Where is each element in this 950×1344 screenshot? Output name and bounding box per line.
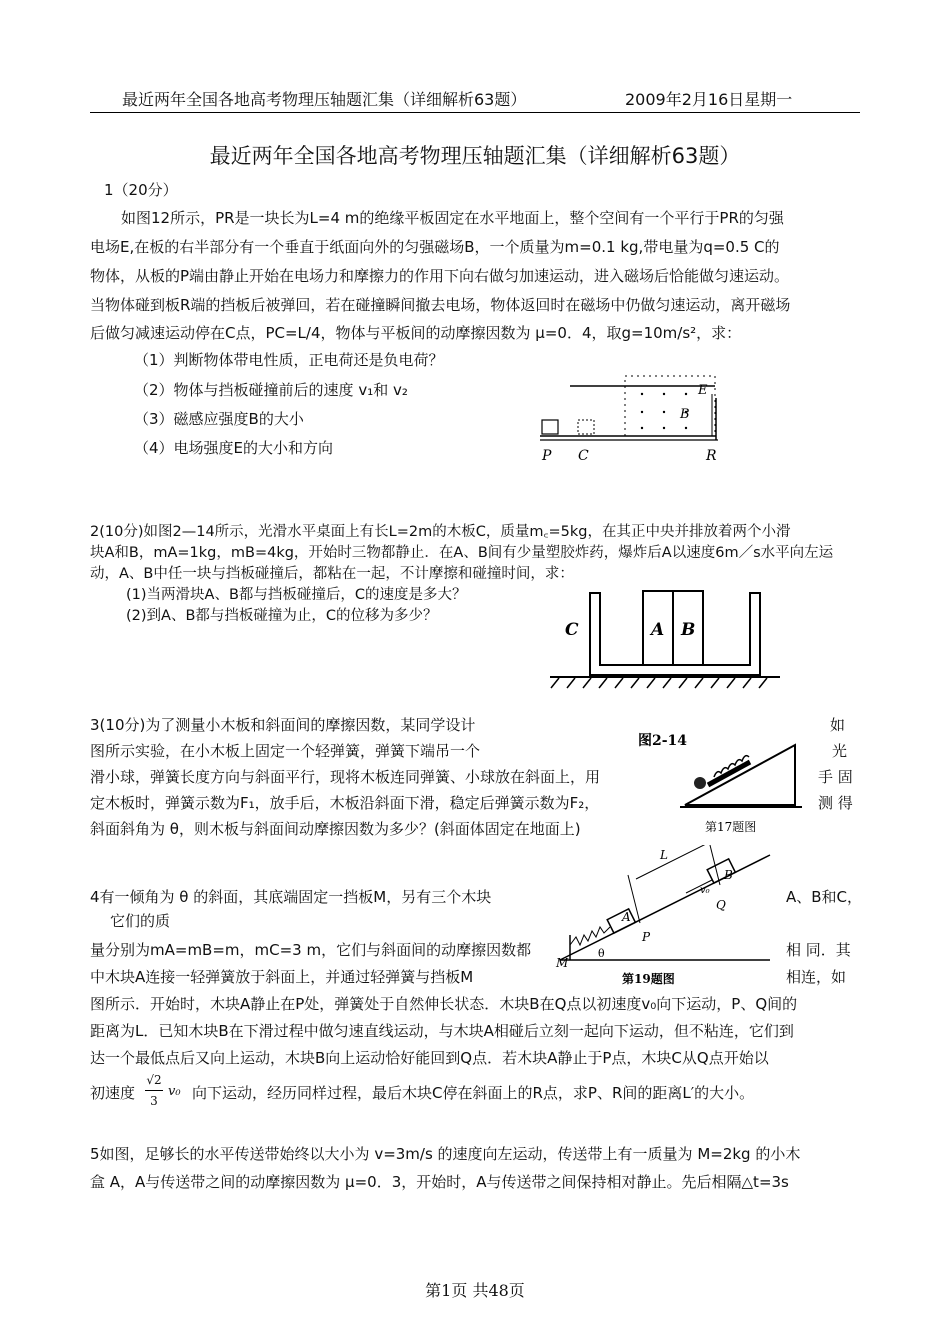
q3-line-right: 光 bbox=[832, 742, 848, 760]
q2-label-b: B bbox=[681, 620, 696, 640]
q2-label-a: A bbox=[651, 620, 665, 640]
q3-line-right: 如 bbox=[830, 716, 846, 734]
q4-label-b: B bbox=[724, 868, 733, 882]
q2-item: (1)当两滑块A、B都与挡板碰撞后，C的速度是多大？ bbox=[126, 587, 467, 603]
q4-line: 达一个最低点后又向上运动，木块B向上运动恰好能回到Q点．若木块A静止于P点，木块C从Q点开始以 bbox=[90, 1049, 769, 1067]
q4-line: 量分别为mA=mB=m，mC=3 m，它们与斜面间的动摩擦因数都 bbox=[90, 941, 532, 959]
q1-line: 如图12所示，PR是一块长为L=4 m的绝缘平板固定在水平地面上，整个空间有一个平行于PR的匀强 bbox=[121, 209, 784, 227]
q2-figure bbox=[545, 585, 785, 690]
q1-item: （1）判断物体带电性质，正电荷还是负电荷？ bbox=[134, 351, 444, 369]
q4-line: 距离为L．已知木块B在下滑过程中做匀速直线运动，与木块A相碰后立刻一起向下运动，但不粘连，它们到 bbox=[90, 1022, 794, 1040]
q3-line: 3(10分)为了测量小木板和斜面间的摩擦因数，某同学设计 bbox=[90, 716, 476, 734]
q1-label-e: E bbox=[698, 383, 708, 398]
q4-figure-caption: 第19题图 bbox=[622, 972, 675, 986]
q3-line-right: 手 固 bbox=[818, 768, 853, 786]
q2-label-c: C bbox=[565, 620, 579, 640]
q5-line: 盒 A，A与传送带之间的动摩擦因数为 μ=0．3，开始时，A与传送带之间保持相对静止。先后相隔△t=3s bbox=[90, 1173, 789, 1191]
q1-label-c: C bbox=[578, 448, 589, 464]
q2-line: 2(10分)如图2—14所示，光滑水平桌面上有长L=2m的木板C，质量m꜀=5kg，在其正中央并排放着两个小滑 bbox=[90, 524, 791, 540]
header-date: 2009年2月16日星期一 bbox=[625, 90, 793, 109]
document-title: 最近两年全国各地高考物理压轴题汇集（详细解析63题） bbox=[209, 144, 741, 168]
q4-label-m: M bbox=[556, 956, 569, 970]
q1-label-b: B bbox=[680, 407, 690, 422]
running-header bbox=[90, 88, 860, 113]
q4-line-right: 相 同．其 bbox=[786, 941, 851, 959]
q3-line: 滑小球，弹簧长度方向与斜面平行，现将木板连同弹簧、小球放在斜面上，用 bbox=[90, 768, 601, 786]
q4-label-q: Q bbox=[716, 898, 726, 912]
q4-line: 中木块A连接一轻弹簧放于斜面上，并通过轻弹簧与挡板M bbox=[90, 968, 474, 986]
q3-figure bbox=[630, 725, 820, 835]
q3-figure-top-label: 图2-14 bbox=[638, 733, 688, 749]
q1-line: 当物体碰到板R端的挡板后被弹回，若在碰撞瞬间撤去电场，物体返回时在磁场中仍做匀速运动，离开磁场 bbox=[90, 296, 791, 314]
q4-fraction-var: v₀ bbox=[168, 1084, 181, 1099]
header-title: 最近两年全国各地高考物理压轴题汇集（详细解析63题） bbox=[122, 90, 527, 109]
q1-line: 物体，从板的P端由静止开始在电场力和摩擦力的作用下向右做匀加速运动，进入磁场后恰能做匀速运动。 bbox=[90, 267, 790, 285]
q3-line: 图所示实验，在小木板上固定一个轻弹簧，弹簧下端吊一个 bbox=[90, 742, 481, 760]
q3-line: 定木板时，弹簧示数为F₁，放手后，木板沿斜面下滑，稳定后弹簧示数为F₂， bbox=[90, 794, 600, 812]
q1-line: 电场E,在板的右半部分有一个垂直于纸面向外的匀强磁场B，一个质量为m=0.1 kg,带电量为q=0.5 C的 bbox=[90, 238, 780, 256]
q1-figure bbox=[530, 370, 730, 480]
page-footer: 第1页 共48页 bbox=[425, 1281, 525, 1300]
q1-label-r: R bbox=[706, 448, 717, 464]
q3-line-right: 测 得 bbox=[818, 794, 853, 812]
q4-label-a: A bbox=[622, 910, 631, 924]
q2-line: 块A和B，mA=1kg，mB=4kg，开始时三物都静止．在A、B间有少量塑胶炸药，爆炸后A以速度6m／s水平向左运 bbox=[90, 545, 834, 561]
q1-item: （4）电场强度E的大小和方向 bbox=[134, 439, 334, 457]
q4-last-prefix: 初速度 bbox=[90, 1084, 136, 1102]
q1-heading: 1（20分） bbox=[104, 181, 178, 199]
q1-item: （3）磁感应强度B的大小 bbox=[134, 410, 304, 428]
q1-item: （2）物体与挡板碰撞前后的速度 v₁和 v₂ bbox=[134, 381, 408, 399]
q4-label-v0: v₀ bbox=[700, 885, 710, 896]
q5-line: 5如图，足够长的水平传送带始终以大小为 v=3m/s 的速度向左运动，传送带上有一质量为 M=2kg 的小木 bbox=[90, 1145, 801, 1163]
q4-figure bbox=[540, 845, 780, 990]
q3-line: 斜面斜角为 θ，则木板与斜面间动摩擦因数为多少？(斜面体固定在地面上) bbox=[90, 820, 581, 838]
q4-fraction-bar bbox=[145, 1090, 163, 1091]
q4-line: 图所示．开始时，木块A静止在P处，弹簧处于自然伸长状态．木块B在Q点以初速度v₀向下运动，P、Q间的 bbox=[90, 995, 798, 1013]
q4-line: 4有一倾角为 θ 的斜面，其底端固定一挡板M，另有三个木块 bbox=[90, 888, 492, 906]
q3-figure-caption: 第17题图 bbox=[705, 820, 757, 834]
q1-label-p: P bbox=[542, 448, 552, 464]
q4-label-p: P bbox=[642, 930, 651, 944]
q4-label-l: L bbox=[660, 848, 668, 862]
q4-label-theta: θ bbox=[598, 947, 605, 960]
q4-fraction-num: √2 bbox=[146, 1073, 162, 1087]
q4-last-suffix: 向下运动，经历同样过程，最后木块C停在斜面上的R点，求P、R间的距离L′的大小。 bbox=[192, 1084, 755, 1102]
q2-item: (2)到A、B都与挡板碰撞为止，C的位移为多少？ bbox=[126, 608, 438, 624]
q4-line-right: 相连，如 bbox=[786, 968, 847, 986]
q2-line: 动，A、B中任一块与挡板碰撞后，都粘在一起，不计摩擦和碰撞时间，求： bbox=[90, 566, 574, 582]
q4-fraction-den: 3 bbox=[150, 1094, 158, 1108]
q4-line-right: A、B和C， bbox=[786, 888, 863, 906]
q4-line: 它们的质 bbox=[110, 912, 171, 930]
q1-line: 后做匀减速运动停在C点，PC=L/4，物体与平板间的动摩擦因数为 μ=0．4，取g=10m/s²，求： bbox=[90, 324, 742, 342]
